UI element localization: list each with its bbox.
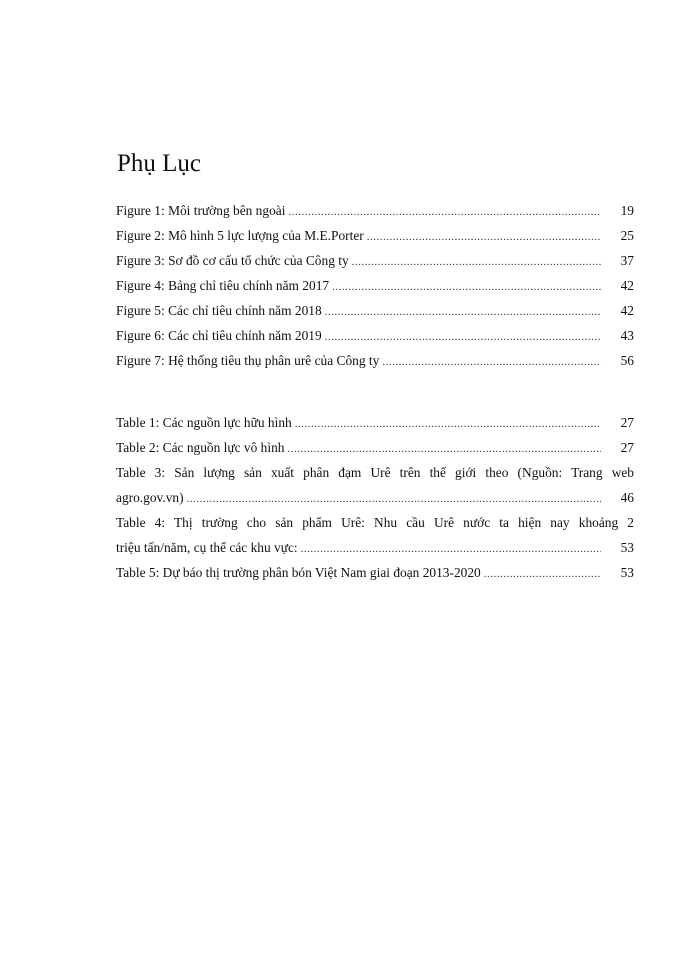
table-entry[interactable]: [116, 410, 634, 435]
table-entry-label-line1: Table 4: Thị trường cho sản phẩm Urê: Nhu cầu Urê nước ta hiện nay khoảng 2: [116, 515, 634, 530]
figure-entry[interactable]: [116, 273, 634, 298]
figure-entry[interactable]: [116, 248, 634, 273]
table-entry-label-line2: agro.gov.vn): [116, 490, 184, 505]
figure-entry-label: Figure 4: Bảng chỉ tiêu chính năm 2017: [116, 278, 330, 293]
table-entry-label-line1: Table 3: Sản lượng sản xuất phân đạm Urê trên thế giới theo (Nguồn: Trang web: [116, 465, 634, 480]
table-entry-label: Table 2: Các nguồn lực vô hình: [116, 440, 285, 455]
dot-leader: [295, 412, 601, 437]
figure-entry-label: Figure 1: Môi trường bên ngoài: [116, 203, 286, 218]
table-entry-page: 27: [620, 415, 634, 430]
table-entry[interactable]: [116, 435, 634, 460]
table-entry[interactable]: [116, 460, 634, 510]
dot-leader: [287, 437, 601, 462]
page-title: Phụ Lục: [117, 150, 202, 177]
figure-entry[interactable]: [116, 348, 634, 373]
table-entry-page: 27: [620, 440, 634, 455]
dot-leader: [352, 250, 601, 275]
figure-entry-page: 42: [620, 303, 634, 318]
figure-entry-page: 37: [620, 253, 634, 268]
dot-leader: [325, 325, 601, 350]
dot-leader: [288, 200, 601, 225]
dot-leader: [187, 487, 601, 512]
figure-entry[interactable]: [116, 323, 634, 348]
table-entry-label: Table 5: Dự báo thị trường phân bón Việt Nam giai đoạn 2013-2020: [116, 565, 481, 580]
table-entry-page: 46: [620, 490, 634, 505]
table-entry-label-line2: triệu tấn/năm, cụ thể các khu vực:: [116, 540, 298, 555]
dot-leader: [325, 300, 601, 325]
figure-entry-page: 56: [620, 353, 634, 368]
dot-leader: [484, 562, 601, 587]
table-entry[interactable]: [116, 560, 634, 585]
figure-entry-page: 42: [620, 278, 634, 293]
figure-entry-page: 43: [620, 328, 634, 343]
figure-entry[interactable]: [116, 198, 634, 223]
figure-entry-label: Figure 6: Các chỉ tiêu chính năm 2019: [116, 328, 322, 343]
figure-list: [116, 198, 634, 373]
dot-leader: [332, 275, 601, 300]
figure-entry-page: 19: [620, 203, 634, 218]
figure-entry-label: Figure 5: Các chỉ tiêu chính năm 2018: [116, 303, 322, 318]
table-entry[interactable]: [116, 510, 634, 560]
dot-leader: [367, 225, 601, 250]
dot-leader: [301, 537, 601, 562]
table-entry-label: Table 1: Các nguồn lực hữu hình: [116, 415, 292, 430]
figure-entry-label: Figure 2: Mô hình 5 lực lượng của M.E.Porter: [116, 228, 364, 243]
figure-entry-label: Figure 7: Hệ thống tiêu thụ phân urê của Công ty: [116, 353, 380, 368]
table-list: [116, 410, 634, 585]
table-entry-page: 53: [620, 565, 634, 580]
table-entry-page: 53: [620, 540, 634, 555]
figure-entry-page: 25: [620, 228, 634, 243]
figure-entry-label: Figure 3: Sơ đồ cơ cấu tổ chức của Công ty: [116, 253, 349, 268]
dot-leader: [382, 350, 601, 375]
figure-entry[interactable]: [116, 298, 634, 323]
figure-entry[interactable]: [116, 223, 634, 248]
